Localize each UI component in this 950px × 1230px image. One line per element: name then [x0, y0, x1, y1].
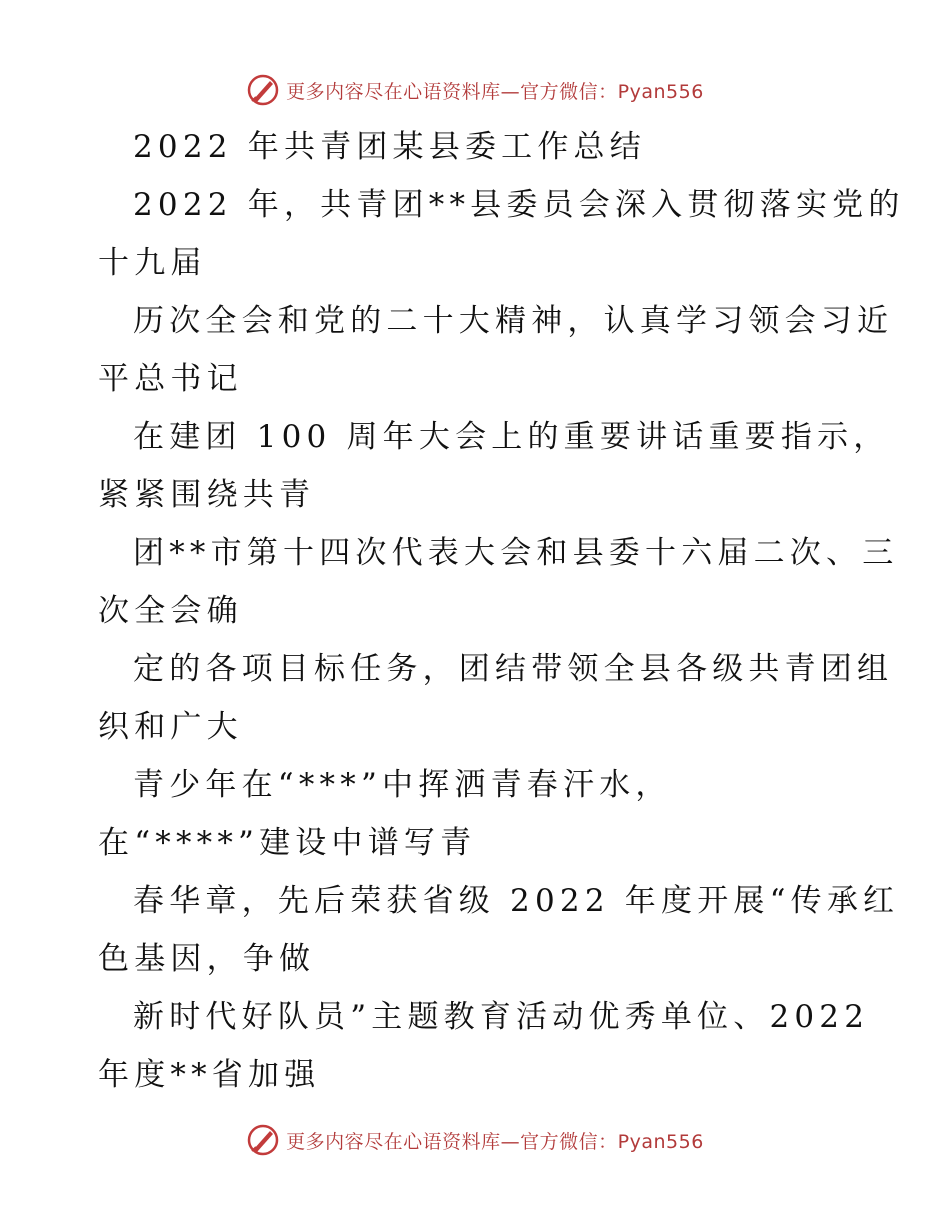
paragraph-line: 年度**省加强 [98, 1057, 321, 1093]
paragraph-line: 色基因，争做 [98, 941, 316, 977]
watermark-text: 更多内容尽在心语资料库—官方微信：Pyan556 [286, 1130, 704, 1153]
watermark-text: 更多内容尽在心语资料库—官方微信：Pyan556 [286, 80, 704, 103]
paragraph-line: 在“****”建设中谱写青 [98, 825, 477, 861]
paragraph-line: 平总书记 [98, 361, 243, 397]
paragraph-line: 织和广大 [98, 709, 243, 745]
paragraph-line: 团**市第十四次代表大会和县委十六届二次、三 [133, 535, 899, 571]
paragraph-line: 定的各项目标任务，团结带领全县各级共青团组 [133, 651, 894, 687]
quill-pen-logo-icon [246, 73, 280, 107]
paragraph-line: 新时代好队员”主题教育活动优秀单位、2022 [133, 999, 870, 1035]
header-watermark-banner [0, 70, 950, 110]
paragraph-line: 青少年在“***”中挥洒青春汗水， [133, 767, 672, 803]
document-body [0, 118, 950, 1104]
quill-pen-logo-icon [246, 1123, 280, 1157]
paragraph-line: 在建团 100 周年大会上的重要讲话重要指示， [133, 419, 890, 455]
paragraph-line: 历次全会和党的二十大精神，认真学习领会习近 [133, 303, 894, 339]
paragraph-line: 春华章，先后荣获省级 2022 年度开展“传承红 [133, 883, 900, 919]
paragraph-line: 次全会确 [98, 593, 243, 629]
document-title: 2022 年共青团某县委工作总结 [133, 129, 646, 165]
paragraph-line: 2022 年，共青团**县委员会深入贯彻落实党的 [133, 187, 905, 223]
footer-watermark-banner [0, 1120, 950, 1160]
paragraph-line: 紧紧围绕共青 [98, 477, 316, 513]
paragraph-line: 十九届 [98, 245, 207, 281]
